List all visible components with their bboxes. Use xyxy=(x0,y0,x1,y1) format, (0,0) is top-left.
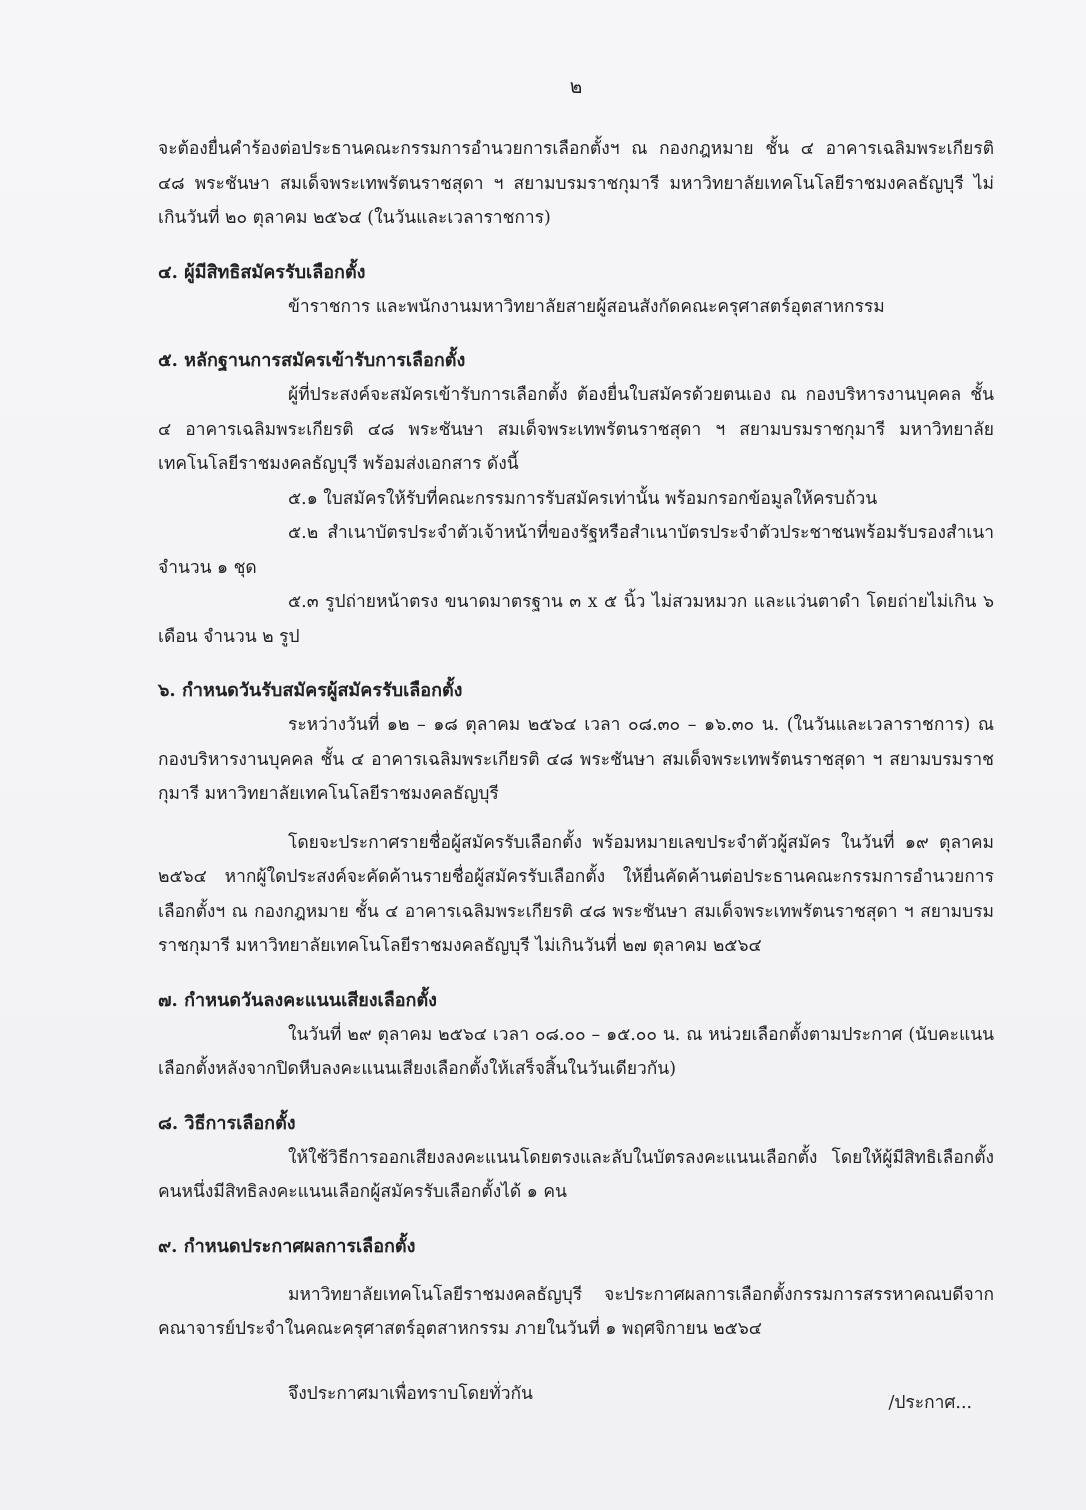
section-7-heading: ๗. กำหนดวันลงคะแนนเสียงเลือกตั้ง xyxy=(158,989,437,1011)
section-6-heading: ๖. กำหนดวันรับสมัครผู้สมัครรับเลือกตั้ง xyxy=(158,680,463,701)
section-5-item-2: ๕.๒ สำเนาบัตรประจำตัวเจ้าหน้าที่ของรัฐหรือสำเนาบัตรประจำตัวประชาชนพร้อมรับรองสำเนา จำนวน ๑ ชุด xyxy=(158,523,994,578)
section-7 xyxy=(158,984,994,1087)
section-7-body: ในวันที่ ๒๙ ตุลาคม ๒๕๖๔ เวลา ๐๘.๐๐ – ๑๕.๐๐ น. ณ หน่วยเลือกตั้งตามประกาศ (นับคะแนนเลือกตั้งหลังจากปิดหีบลงคะแนนเสียงเลือกตั้งให้เสร็จสิ้นในวันเดียวกัน) xyxy=(158,1024,994,1079)
section-9 xyxy=(158,1230,994,1347)
closing-line: จึงประกาศมาเพื่อทราบโดยทั่วกัน xyxy=(288,1383,533,1404)
intro-paragraph: จะต้องยื่นคำร้องต่อประธานคณะกรรมการอำนวยการเลือกตั้งฯ ณ กองกฎหมาย ชั้น ๔ อาคารเฉลิมพระเกียรติ ๔๘ พระชันษา สมเด็จพระเทพรัตนราชสุดา ฯ สยามบรมราชกุมารี มหาวิทยาลัยเทคโนโลยีราชมงคลธัญบุรี ไม่เกินวันที่ ๒๐ ตุลาคม ๒๕๖๔ (ในวันและเวลาราชการ) xyxy=(158,139,994,228)
section-4-heading: ๔. ผู้มีสิทธิสมัครรับเลือกตั้ง xyxy=(158,261,366,283)
section-4 xyxy=(158,256,994,325)
continuation-marker: /ประกาศ... xyxy=(888,1393,972,1413)
page-number: ๒ xyxy=(569,76,583,98)
section-5-heading: ๕. หลักฐานการสมัครเข้ารับการเลือกตั้ง xyxy=(158,350,466,371)
section-9-heading: ๙. กำหนดประกาศผลการเลือกตั้ง xyxy=(158,1235,416,1257)
section-5-item-1: ๕.๑ ใบสมัครให้รับที่คณะกรรมการรับสมัครเท่านั้น พร้อมกรอกข้อมูลให้ครบถ้วน xyxy=(288,488,878,509)
section-5-item-3: ๕.๓ รูปถ่ายหน้าตรง ขนาดมาตรฐาน ๓ x ๕ นิ้ว ไม่สวมหมวก และแว่นตาดำ โดยถ่ายไม่เกิน ๖ เดือน จำนวน ๒ รูป xyxy=(158,592,994,647)
section-6-body-1: ระหว่างวันที่ ๑๒ – ๑๘ ตุลาคม ๒๕๖๔ เวลา ๐๘.๓๐ – ๑๖.๓๐ น. (ในวันและเวลาราชการ) ณ กองบริหารงานบุคคล ชั้น ๔ อาคารเฉลิมพระเกียรติ ๔๘ พระชันษา สมเด็จพระเทพรัตนราชสุดา ฯ สยามบรมราชกุมารี มหาวิทยาลัยเทคโนโลยีราชมงคลธัญบุรี xyxy=(158,715,994,804)
section-5-body: ผู้ที่ประสงค์จะสมัครเข้ารับการเลือกตั้ง ต้องยื่นใบสมัครด้วยตนเอง ณ กองบริหารงานบุคคล ชั้น ๔ อาคารเฉลิมพระเกียรติ ๔๘ พระชันษา สมเด็จพระเทพรัตนราชสุดา ฯ สยามบรมราชกุมารี มหาวิทยาลัยเทคโนโลยีราชมงคลธัญบุรี พร้อมส่งเอกสาร ดังนี้ xyxy=(158,385,994,474)
section-8-body: ให้ใช้วิธีการออกเสียงลงคะแนนโดยตรงและลับในบัตรลงคะแนนเลือกตั้ง โดยให้ผู้มีสิทธิเลือกตั้งคนหนึ่งมีสิทธิลงคะแนนเลือกผู้สมัครรับเลือกตั้งได้ ๑ คน xyxy=(158,1147,994,1202)
section-6-body-2: โดยจะประกาศรายชื่อผู้สมัครรับเลือกตั้ง พร้อมหมายเลขประจำตัวผู้สมัคร ในวันที่ ๑๙ ตุลาคม ๒๕๖๔ หากผู้ใดประสงค์จะคัดค้านรายชื่อผู้สมัครรับเลือกตั้ง ให้ยื่นคัดค้านต่อประธานคณะกรรมการอำนวยการเลือกตั้งฯ ณ กองกฎหมาย ชั้น ๔ อาคารเฉลิมพระเกียรติ ๔๘ พระชันษา สมเด็จพระเทพรัตนราชสุดา ฯ สยามบรมราชกุมารี มหาวิทยาลัยเทคโนโลยีราชมงคลธัญบุรี ไม่เกินวันที่ ๒๗ ตุลาคม ๒๕๖๔ xyxy=(158,832,994,956)
section-8 xyxy=(158,1107,994,1210)
section-8-heading: ๘. วิธีการเลือกตั้ง xyxy=(158,1112,296,1134)
section-4-body: ข้าราชการ และพนักงานมหาวิทยาลัยสายผู้สอนสังกัดคณะครุศาสตร์อุตสาหกรรม xyxy=(288,296,885,317)
section-5 xyxy=(158,344,994,654)
section-9-body: มหาวิทยาลัยเทคโนโลยีราชมงคลธัญบุรี จะประกาศผลการเลือกตั้งกรรมการสรรหาคณบดีจากคณาจารย์ประจำในคณะครุศาสตร์อุตสาหกรรม ภายในวันที่ ๑ พฤศจิกายน ๒๕๖๔ xyxy=(158,1284,994,1339)
section-6 xyxy=(158,674,994,964)
